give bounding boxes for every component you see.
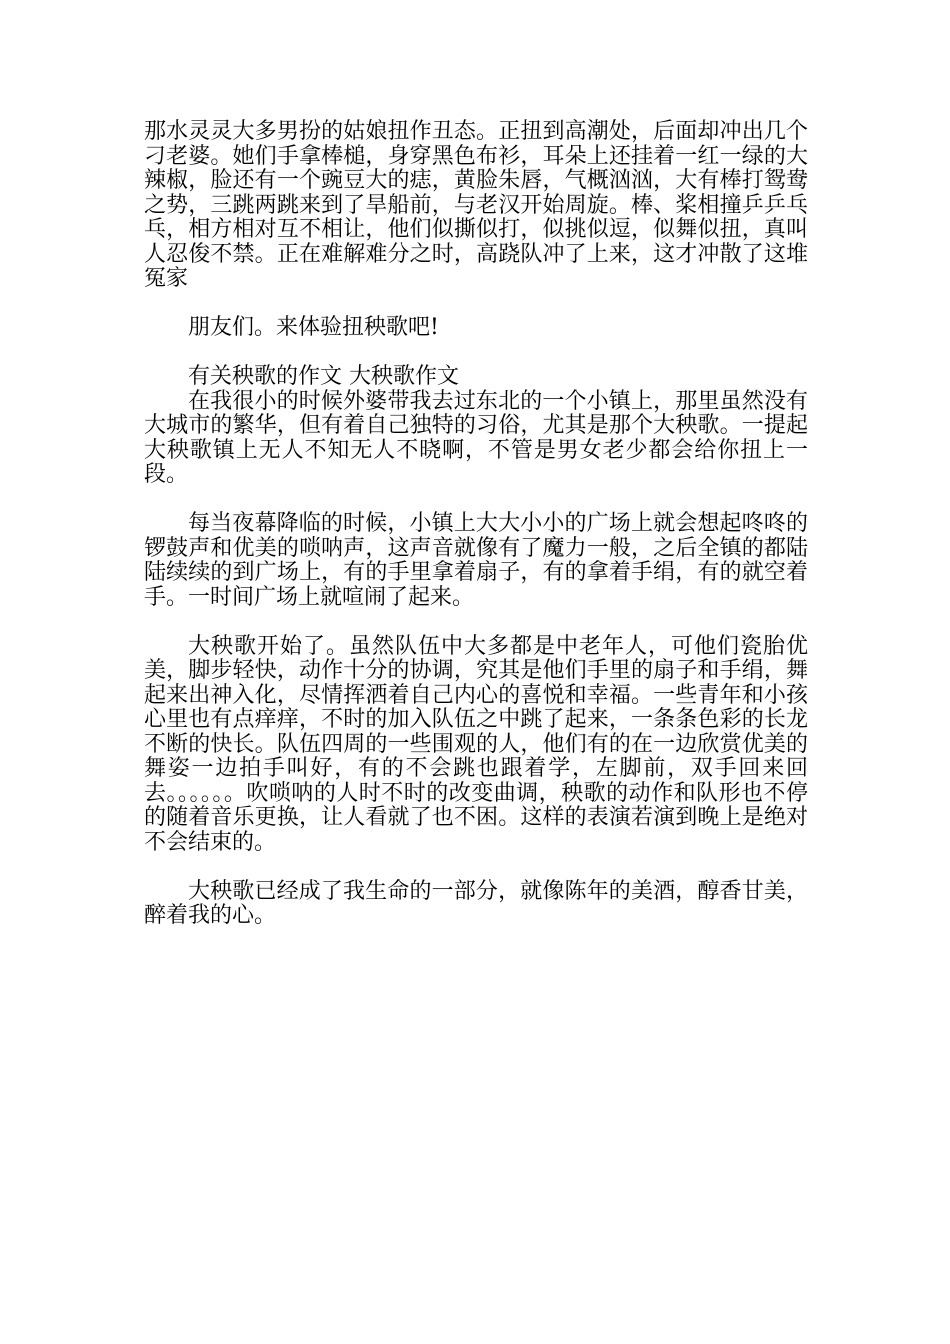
paragraph-gap [144, 292, 808, 317]
paragraph-performance: 大秧歌开始了。虽然队伍中大多都是中老年人，可他们瓷胎优美，脚步轻快，动作十分的协调，究其是他们手里的扇子和手绢，舞起来出神入化，尽情挥洒着自己内心的喜悦和幸福。一些青年和小孩心里也有点痒痒，不时的加入队伍之中跳了起来，一条条色彩的长龙不断的快长。队伍四周的一些围观的人，他们有的在一边欣赏优美的舞姿一边拍手叫好，有的不会跳也跟着学，左脚前，双手回来回去。。。。。。吹唢呐的人时不时的改变曲调，秧歌的动作和队形也不停的随着音乐更换，让人看就了也不困。这样的表演若演到晚上是绝对不会结束的。 [144, 633, 808, 855]
document-body [144, 120, 808, 929]
paragraph-invitation: 朋友们。来体验扭秧歌吧! [188, 315, 439, 340]
paragraph-gap [144, 610, 808, 635]
paragraph-opening: 那水灵灵大多男扮的姑娘扭作丑态。正扭到高潮处，后面却冲出几个刁老婆。她们手拿棒槌，身穿黑色布衫，耳朵上还挂着一红一绿的大辣椒，脸还有一个豌豆大的痣，黄脸朱唇，气概汹汹，大有棒打鸳鸯之势，三跳两跳来到了旱船前，与老汉开始周旋。棒、桨相撞乒乒乓乓，相方相对互不相让，他们似撕似打，似挑似逗，似舞似扭，真叫人忍俊不禁。正在难解难分之时，高跷队冲了上来，这才冲散了这堆冤家 [144, 119, 808, 291]
paragraph-gap [144, 855, 808, 880]
paragraph-gap [144, 341, 808, 366]
paragraph-evening: 每当夜幕降临的时候，小镇上大大小小的广场上就会想起咚咚的锣鼓声和优美的唢呐声，这声音就像有了魔力一般，之后全镇的都陆陆续续的到广场上，有的手里拿着扇子，有的拿着手绢，有的就空着手。一时间广场上就喧闹了起来。 [144, 511, 808, 610]
paragraph-gap [144, 488, 808, 513]
essay-title: 有关秧歌的作文 大秧歌作文 [188, 364, 459, 389]
paragraph-conclusion: 大秧歌已经成了我生命的一部分，就像陈年的美酒，醇香甘美，醉着我的心。 [144, 878, 808, 928]
paragraph-memory: 在我很小的时候外婆带我去过东北的一个小镇上，那里虽然没有大城市的繁华，但有着自己独特的习俗，尤其是那个大秧歌。一提起大秧歌镇上无人不知无人不晓啊，不管是男女老少都会给你扭上一段。 [144, 388, 808, 487]
